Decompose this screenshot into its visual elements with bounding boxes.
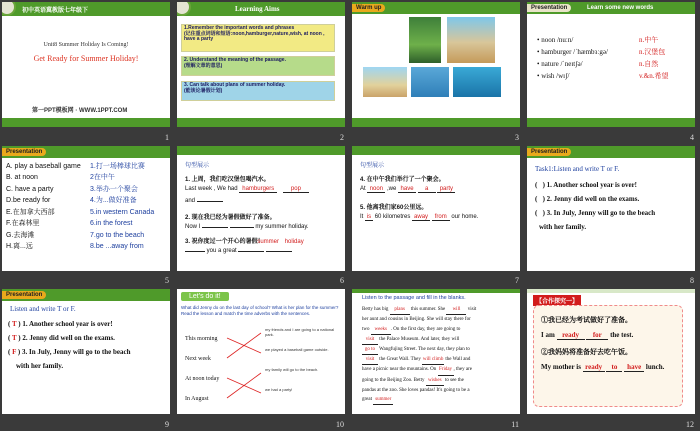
- statement: ( T ) 2. Jenny did well on the exams.: [8, 334, 115, 343]
- blank: [238, 251, 264, 252]
- slide-5[interactable]: [2, 146, 170, 271]
- bottom-band: [2, 118, 170, 127]
- answer-blank: weeks: [371, 325, 391, 335]
- passage-text: the Palace Museum. And later, they will: [379, 336, 460, 342]
- answer-blank: visit: [362, 355, 378, 365]
- top-band: [527, 289, 695, 293]
- answer-text: holiday: [284, 238, 304, 245]
- passage-text: great: [362, 397, 372, 403]
- statement-text: with her family.: [16, 362, 64, 371]
- sentence-text: and: [185, 197, 196, 204]
- passage-text: two: [362, 326, 370, 332]
- time-adverb: In August: [185, 396, 209, 403]
- slide-7[interactable]: [352, 146, 520, 271]
- blank: [230, 227, 254, 228]
- match-line: [227, 373, 261, 398]
- word-list: [537, 34, 608, 82]
- slide-header: Presentation: [2, 291, 46, 299]
- slide-thumb-7[interactable]: [350, 144, 525, 288]
- sentence-text: 3. 祝你度过一个开心的暑假！: [185, 238, 264, 245]
- statement: ( ) 2. Jenny did well on the exams.: [535, 194, 640, 203]
- slide-header: Let's do it!: [181, 292, 229, 301]
- forest-photo: [408, 16, 442, 64]
- slide-header: Presentation: [2, 148, 46, 156]
- swimmer-photo: [452, 66, 502, 98]
- blank: [185, 251, 205, 252]
- slide-header: Presentation: [527, 4, 571, 12]
- passage-text: going to the Beijing Zoo. Betty: [362, 377, 425, 383]
- slide-thumb-5[interactable]: [0, 144, 175, 288]
- answer-blank: wishes: [426, 376, 444, 386]
- slide-10[interactable]: [177, 289, 345, 414]
- answer-blank: hamburgers: [239, 186, 277, 193]
- slide-number: 10: [336, 419, 344, 429]
- sentence-en: [185, 224, 309, 230]
- answer-blank: will climb: [422, 355, 444, 365]
- slide-header: Learning Aims: [235, 5, 280, 13]
- answer-blank: noon: [367, 186, 385, 193]
- sentence-text: My mother is: [541, 363, 581, 372]
- passage-text: visit: [467, 307, 477, 313]
- slide-1[interactable]: [2, 2, 170, 127]
- answer-blank: visit: [362, 335, 378, 345]
- passage-text: this summer. She: [410, 307, 446, 313]
- event-sentence: my friends and I are going to a national park.: [265, 327, 335, 338]
- slide-header: 句型展示: [185, 162, 210, 169]
- answer-blank: ready: [583, 363, 605, 372]
- meaning-list: [639, 34, 669, 82]
- word-cn: n.汉堡包: [639, 48, 666, 56]
- passage-text: Wangfujing Street. The next day, they plan to: [379, 347, 470, 352]
- bottom-band: [527, 118, 695, 127]
- answer-mark: T: [11, 334, 17, 343]
- match-line: [227, 333, 261, 358]
- question-text: What did Jenny do on the last day of school? What is her plan for the summer? Read the lesson and match the time adverbs with the sentences.: [181, 305, 339, 316]
- phrase: E.在加拿大西部: [6, 208, 55, 216]
- answer-blank: summer: [373, 395, 393, 405]
- statement: ( ) 3. In July, Jenny will go to the beach: [535, 208, 656, 217]
- sentence-en: [185, 248, 292, 254]
- slide-4[interactable]: [527, 2, 695, 127]
- slide-8[interactable]: [527, 146, 695, 271]
- phrase: H.离...远: [6, 243, 33, 251]
- slide-thumb-2[interactable]: [175, 0, 350, 144]
- passage-text: the Wall and: [445, 357, 471, 363]
- answer-blank: from: [432, 214, 450, 221]
- sentence-cn: [185, 236, 304, 245]
- beach-photo: [446, 16, 496, 64]
- statement-list: [535, 178, 655, 234]
- sentence-text: my summer holiday.: [255, 223, 309, 230]
- task-title: Task1:Listen and write T or F.: [535, 164, 620, 173]
- slide-9[interactable]: [2, 289, 170, 414]
- word-en: • noon /nuːn/: [537, 36, 574, 44]
- match-lines: [177, 289, 345, 414]
- bottom-band: [352, 118, 520, 127]
- phrase: A. play a baseball game: [6, 162, 81, 170]
- slide-header: 【合作探究一】: [533, 295, 581, 306]
- slide-thumb-3[interactable]: [350, 0, 525, 144]
- slide-number: 11: [511, 419, 519, 429]
- passage-text: , they are: [453, 367, 472, 373]
- slide-2[interactable]: [177, 2, 345, 127]
- slide-header: Warm up: [352, 4, 385, 12]
- slide-header: Presentation: [527, 148, 571, 156]
- slide-thumb-11[interactable]: [350, 287, 525, 431]
- passage-text: to see the: [445, 377, 464, 383]
- translation: 8.be ...away from: [90, 243, 144, 251]
- slide-header: 句型展示: [360, 162, 385, 169]
- blank: [266, 251, 292, 252]
- slide-6[interactable]: [177, 146, 345, 271]
- aim-1: [181, 24, 335, 52]
- statement: ( T ) 1. Another school year is over!: [8, 320, 113, 329]
- answer-mark: T: [11, 320, 17, 329]
- sentence-en: [360, 186, 455, 193]
- statement-text: 2. Jenny did well on the exams.: [22, 334, 115, 343]
- translation: 1.打一场棒球比赛: [90, 162, 145, 170]
- phrase: B. at noon: [6, 174, 38, 182]
- answer-blank: for: [586, 331, 608, 340]
- statement-text: 1. Another school year is over!: [22, 320, 113, 329]
- answer-blank: party: [437, 186, 455, 193]
- statement-text: 3. In July, Jenny will go to the beach: [21, 348, 131, 357]
- time-adverb: This morning: [185, 336, 218, 343]
- word-en: • nature /ˈneɪtʃə/: [537, 60, 583, 68]
- translation: 6.in the forest: [90, 220, 133, 228]
- phrase: C. have a party: [6, 185, 54, 193]
- sentence-en: [360, 214, 478, 221]
- time-adverb: At noon today: [185, 376, 220, 383]
- lesson-title: Get Ready for Summer Holiday!: [33, 54, 139, 63]
- answer-blank: Friday: [438, 365, 454, 375]
- translation-list: [90, 161, 154, 253]
- event-sentence: we had a party!: [265, 387, 293, 393]
- statement-text: 3. In July, Jenny will go to the beach: [546, 208, 656, 217]
- answer-blank: ready: [557, 331, 585, 340]
- sentence-text: lunch.: [645, 363, 665, 372]
- word-cn: n.自然: [639, 60, 659, 68]
- passage-text: have a picnic near the mountains. On: [362, 367, 437, 373]
- slide-thumb-10[interactable]: [175, 287, 350, 431]
- phrase: G.去海滩: [6, 231, 35, 239]
- phrase: D.be ready for: [6, 197, 51, 205]
- sentence-text: At: [360, 185, 366, 192]
- word-en: • wish /wɪʃ/: [537, 72, 570, 80]
- slide-thumb-9[interactable]: [0, 287, 175, 431]
- sentence-cn: ①我已经为考试做好了准备。: [541, 316, 632, 325]
- word-en: • hamburger /ˈhæmbɜːgə/: [537, 48, 608, 56]
- passage: [362, 305, 476, 405]
- answer-text: summer: [257, 238, 280, 245]
- passage-text: . On the first day, they are going to: [390, 326, 461, 332]
- phrase: F.在森林里: [6, 220, 40, 228]
- sentence-text: the test.: [610, 331, 634, 340]
- blank: [197, 201, 223, 202]
- translation: 2在中午: [90, 174, 115, 182]
- slide-number: 5: [165, 276, 169, 286]
- pool-photo: [410, 66, 450, 98]
- sentence-en: [541, 363, 664, 372]
- sentence-en: [185, 198, 223, 204]
- aim-sub: (理解文章的意思): [184, 62, 223, 69]
- blank: [202, 227, 228, 228]
- slide-thumb-6[interactable]: [175, 144, 350, 288]
- phrase-list: [6, 161, 81, 253]
- sentence-text: I am: [541, 331, 555, 340]
- slide-thumb-4[interactable]: [525, 0, 700, 144]
- answer-blank: have: [624, 363, 644, 372]
- top-band: [352, 289, 520, 293]
- slide-thumb-12[interactable]: [525, 287, 700, 431]
- unit-title: Unit8 Summer Holiday Is Coming!: [43, 42, 129, 48]
- top-band: [177, 146, 345, 155]
- slide-header: Listen to the passage and fill in the blanks.: [362, 295, 466, 302]
- slide-number: 3: [515, 132, 519, 142]
- sentence-cn: 5. 他离我们家60公里远。: [360, 204, 428, 211]
- answer-blank: away: [414, 213, 429, 220]
- slide-number: 8: [690, 276, 694, 286]
- event-sentence: we played a baseball game outside.: [265, 347, 329, 353]
- slide-number: 4: [690, 132, 694, 142]
- passage-text: pandas at the zoo. She loves pandas! It's going to be a: [362, 387, 470, 393]
- word-cn: v.&n.希望: [639, 72, 669, 80]
- translation: 7.go to the beach: [90, 231, 145, 239]
- statement-text: with her family.: [539, 222, 587, 231]
- slide-thumb-1[interactable]: [0, 0, 175, 144]
- slide-number: 2: [340, 132, 344, 142]
- aim-sub: (能谈论暑假计划): [184, 87, 223, 94]
- sentence-text: Last week , We had: [185, 185, 238, 192]
- answer-blank: pop: [283, 186, 309, 193]
- word-cn: n.中午: [639, 36, 659, 44]
- slide-number: 12: [686, 419, 694, 429]
- sentence-text: ,we: [387, 185, 397, 192]
- sentence-en: [185, 186, 309, 193]
- bottom-band: [177, 118, 345, 127]
- statement: ( F ) 3. In July, Jenny will go to the beach: [8, 348, 131, 357]
- slide-12[interactable]: [527, 289, 695, 414]
- task-title: Listen and write T or F.: [10, 305, 76, 314]
- aim-text: 2. Understand the meaning of the passage.: [184, 57, 286, 63]
- sentence-text: Now I: [185, 223, 201, 230]
- sentence-cn: ②我妈妈将准备好去吃午饭。: [541, 348, 632, 357]
- answer-mark: F: [12, 348, 17, 357]
- sentence-text: 60 kilometres: [374, 213, 411, 220]
- slide-3[interactable]: [352, 2, 520, 127]
- answer-blank: go to: [362, 345, 378, 355]
- sentence-cn: 1. 上周，我们吃汉堡包喝汽水。: [185, 176, 270, 183]
- sentence-cn: 4. 在中午我们举行了一个聚会。: [360, 176, 445, 183]
- sentence-text: you a great: [206, 247, 237, 254]
- footer-text: 第一PPT模板网 · WWW.1PPT.COM: [32, 108, 128, 114]
- passage-text: her aunt and cousins in Beijing. She will stay there for: [362, 317, 471, 323]
- answer-blank: plans: [390, 305, 410, 315]
- slide-subtitle: Learn some new words: [587, 5, 654, 11]
- beach-people-photo: [362, 66, 408, 98]
- aim-text: 3. Can talk about plans of summer holiday.: [184, 82, 286, 88]
- translation: 4.为...做好准备: [90, 197, 137, 205]
- statement-text: 1. Another school year is over!: [546, 180, 638, 189]
- slide-thumb-8[interactable]: [525, 144, 700, 288]
- sentence-en: [541, 331, 633, 340]
- translation: 5.in western Canada: [90, 208, 155, 216]
- slide-number: 6: [340, 276, 344, 286]
- slide-11[interactable]: [352, 289, 520, 414]
- statement: ( ) 1. Another school year is over!: [535, 180, 638, 189]
- time-adverb: Next week: [185, 356, 211, 363]
- translation: 3.举办一个聚会: [90, 185, 138, 193]
- sentence-cn: 2. 现在我已经为暑假做好了准备。: [185, 214, 276, 221]
- answer-blank: is: [366, 213, 372, 220]
- sentence-text: It: [360, 213, 364, 220]
- aim-2: [181, 56, 335, 76]
- passage-text: Betty has big: [362, 307, 389, 313]
- event-sentence: my family will go to the beach.: [265, 367, 319, 373]
- statement-text: 2. Jenny did well on the exams.: [546, 194, 640, 203]
- slide-number: 9: [165, 419, 169, 429]
- slide-number: 7: [515, 276, 519, 286]
- answer-blank: have: [398, 186, 416, 193]
- aim-3: [181, 81, 335, 101]
- passage-text: the Great Wall. They: [379, 357, 421, 363]
- aim-sub: (记住重点词语和短语:noon,hamburger,nature,wish, at noon , have a party: [184, 30, 325, 42]
- statement-list: [8, 317, 130, 373]
- top-band: [352, 146, 520, 155]
- slide-number: 1: [165, 132, 169, 142]
- grade-label: 初中英语冀教版七年级下: [22, 8, 89, 14]
- sentence-text: our home.: [451, 213, 479, 220]
- answer-blank: will: [446, 305, 466, 315]
- answer-blank: a: [418, 186, 436, 193]
- answer-blank: to: [606, 363, 622, 372]
- aim-text: 1.Remember the important words and phrases: [184, 25, 295, 31]
